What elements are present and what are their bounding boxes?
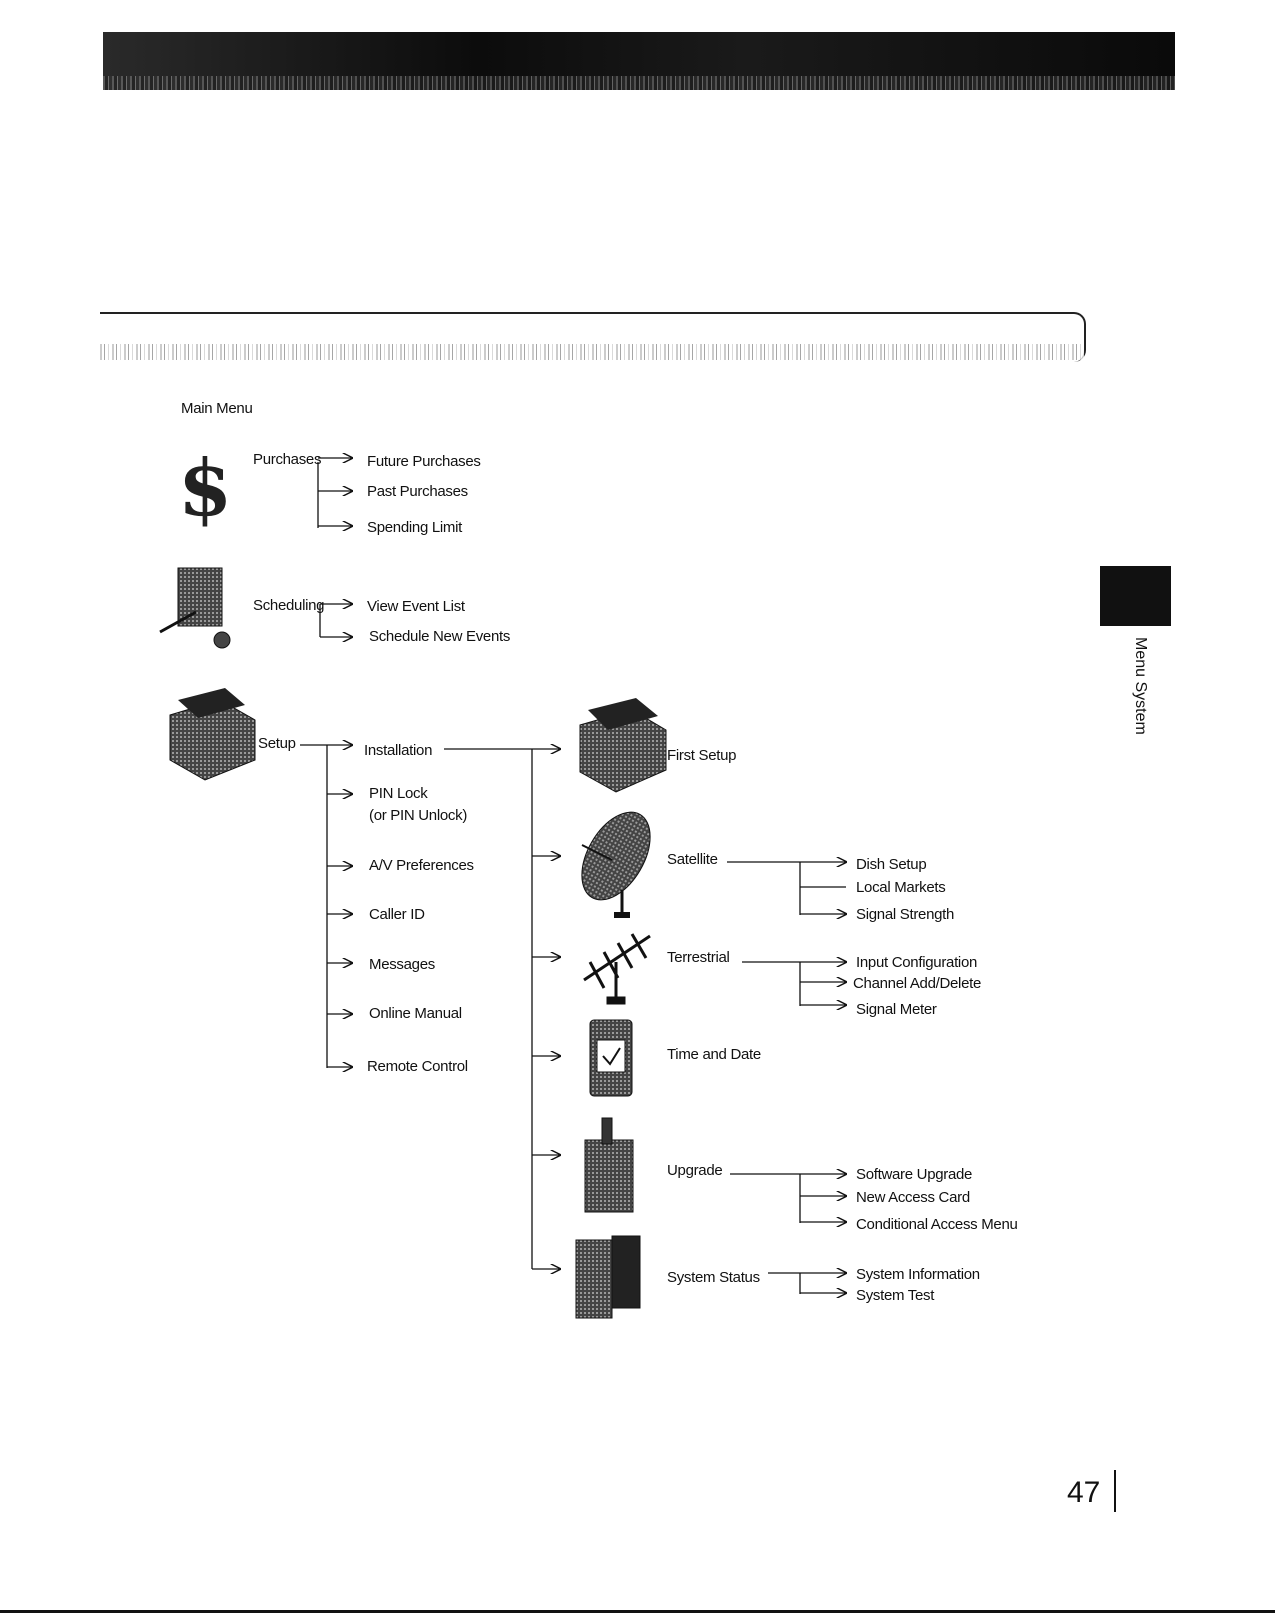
channel-add-delete-label: Channel Add/Delete bbox=[853, 975, 982, 992]
svg-text:$: $ bbox=[178, 443, 233, 534]
setup-label: Setup bbox=[258, 735, 296, 752]
section-tab-label: Menu System bbox=[1132, 637, 1149, 735]
terrestrial-label: Terrestrial bbox=[667, 949, 730, 966]
online-manual-label: Online Manual bbox=[369, 1005, 462, 1022]
time-and-date-label: Time and Date bbox=[667, 1046, 761, 1063]
system-status-icon bbox=[576, 1236, 640, 1318]
installation-label: Installation bbox=[364, 742, 433, 759]
messages-label: Messages bbox=[369, 956, 435, 973]
purchases-label: Purchases bbox=[253, 451, 322, 468]
past-purchases-label: Past Purchases bbox=[367, 483, 468, 500]
dollar-icon bbox=[178, 443, 232, 534]
new-access-card-label: New Access Card bbox=[856, 1189, 970, 1206]
antenna-icon bbox=[584, 934, 650, 1003]
page-number: 47 bbox=[1067, 1476, 1101, 1509]
view-event-list-label: View Event List bbox=[367, 598, 465, 615]
caller-id-label: Caller ID bbox=[369, 906, 425, 923]
system-test-label: System Test bbox=[856, 1287, 935, 1304]
upgrade-label: Upgrade bbox=[667, 1162, 723, 1179]
upgrade-icon bbox=[585, 1118, 633, 1212]
first-setup-label: First Setup bbox=[667, 747, 737, 764]
pin-lock-label: PIN Lock bbox=[369, 785, 428, 802]
receiver-icon bbox=[170, 688, 255, 780]
pin-unlock-label: (or PIN Unlock) bbox=[369, 807, 468, 824]
dish-setup-label: Dish Setup bbox=[856, 856, 927, 873]
signal-strength-label: Signal Strength bbox=[856, 906, 955, 923]
future-purchases-label: Future Purchases bbox=[367, 453, 481, 470]
system-status-label: System Status bbox=[667, 1269, 760, 1286]
satellite-dish-icon bbox=[568, 800, 664, 918]
local-markets-label: Local Markets bbox=[856, 879, 946, 896]
signal-meter-label: Signal Meter bbox=[856, 1001, 937, 1018]
conditional-access-menu-label: Conditional Access Menu bbox=[856, 1216, 1018, 1233]
spending-limit-label: Spending Limit bbox=[367, 519, 463, 536]
main-menu-label: Main Menu bbox=[181, 400, 253, 417]
calendar-icon bbox=[160, 568, 230, 648]
software-upgrade-label: Software Upgrade bbox=[856, 1166, 973, 1183]
schedule-new-events-label: Schedule New Events bbox=[369, 628, 511, 645]
system-information-label: System Information bbox=[856, 1266, 980, 1283]
input-configuration-label: Input Configuration bbox=[856, 954, 978, 971]
receiver-icon bbox=[580, 698, 666, 792]
av-preferences-label: A/V Preferences bbox=[369, 857, 474, 874]
clock-icon bbox=[590, 1020, 632, 1096]
scheduling-label: Scheduling bbox=[253, 597, 325, 614]
satellite-label: Satellite bbox=[667, 851, 718, 868]
remote-control-label: Remote Control bbox=[367, 1058, 468, 1075]
